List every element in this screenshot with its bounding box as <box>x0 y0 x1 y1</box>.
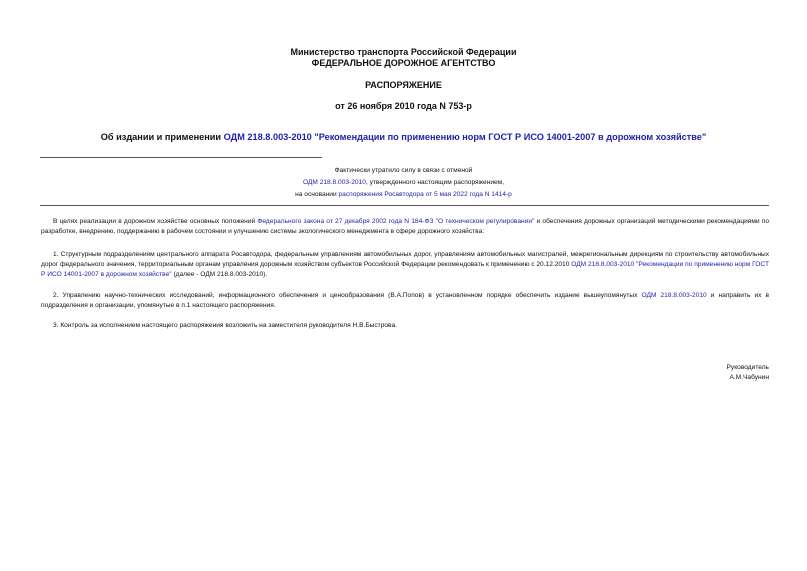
divider-short <box>40 157 322 158</box>
paragraph-1 <box>41 250 769 280</box>
intro-text-b: и обеспечения дорожных организаций методическими рекомендациями по разработке, внедрению, поддержанию в рабочем состоянии и улучшению системы экологического менеджмента в сфере дорожного хозяйства: <box>41 218 769 235</box>
status-note-line1: Фактически утратило силу в связи с отменой <box>334 167 473 174</box>
signature-name: А.М.Чабунин <box>729 374 769 381</box>
p1-text-b: (далее - ОДМ 218.8.003-2010). <box>171 271 268 278</box>
divider-full <box>40 205 769 206</box>
status-note-order-link[interactable]: распоряжения Росавтодора от 5 мая 2022 года N 1414-р <box>338 191 512 198</box>
status-note-odm-link[interactable]: ОДМ 218.8.003-2010 <box>302 179 366 186</box>
status-note-line3 <box>0 189 807 201</box>
status-note-line2-text: , утвержденного настоящим распоряжением, <box>365 179 505 186</box>
p3-text: 3. Контроль за исполнением настоящего распоряжения возложить на заместителя руководителя Н.В.Быстрова. <box>53 322 397 329</box>
intro-text-a: В целях реализации в дорожном хозяйстве основных положений <box>53 218 258 225</box>
status-note-line2 <box>0 177 807 189</box>
p2-text-b: и направить их в подразделения и организации, упомянутые в п.1 настоящего распоряжения. <box>41 292 769 309</box>
signature-role: Руководитель <box>726 364 769 371</box>
federal-law-link[interactable]: Федерального закона от 27 декабря 2002 года N 184-ФЗ "О техническом регулировании" <box>257 218 535 225</box>
title-link-odm[interactable]: ОДМ 218.8.003-2010 "Рекомендации по применению норм ГОСТ Р ИСО 14001-2007 в дорожном хозяйстве" <box>223 132 707 142</box>
paragraph-2 <box>41 291 769 311</box>
document-date-number: от 26 ноября 2010 года N 753-р <box>335 101 472 111</box>
title-prefix: Об издании и применении <box>100 132 224 142</box>
p1-odm-link[interactable]: ОДМ 218.8.003-2010 "Рекомендации по применению норм ГОСТ Р ИСО 14001-2007 в дорожном хозяйстве" <box>41 261 769 278</box>
p2-text-a: 2. Управлению научно-технических исследований, информационного обеспечения и ценообразования (В.А.Попов) в установленном порядке обеспечить издание вышеупомянутых <box>53 292 642 299</box>
status-note-line3-text: на основании <box>295 191 339 198</box>
paragraph-3 <box>41 321 769 331</box>
document-title <box>0 132 807 142</box>
p1-text-a: 1. Структурным подразделениям центрального аппарата Росавтодора, федеральным управлениям автомобильных дорог, управлениям автомобильных магистралей, межрегиональным дирекциям по строительству автомобильных дорог федерального значения, территориальным органам управления дорожным хозяйством субъектов Российской Федерации рекомендовать к применению с 20.12.2010 <box>41 251 769 268</box>
intro-paragraph <box>41 217 769 237</box>
p2-odm-link[interactable]: ОДМ 218.8.003-2010 <box>641 292 707 299</box>
ministry-name: Министерство транспорта Российской Федерации <box>290 47 517 57</box>
agency-name: ФЕДЕРАЛЬНОЕ ДОРОЖНОЕ АГЕНТСТВО <box>311 58 496 68</box>
document-type: РАСПОРЯЖЕНИЕ <box>365 80 442 90</box>
